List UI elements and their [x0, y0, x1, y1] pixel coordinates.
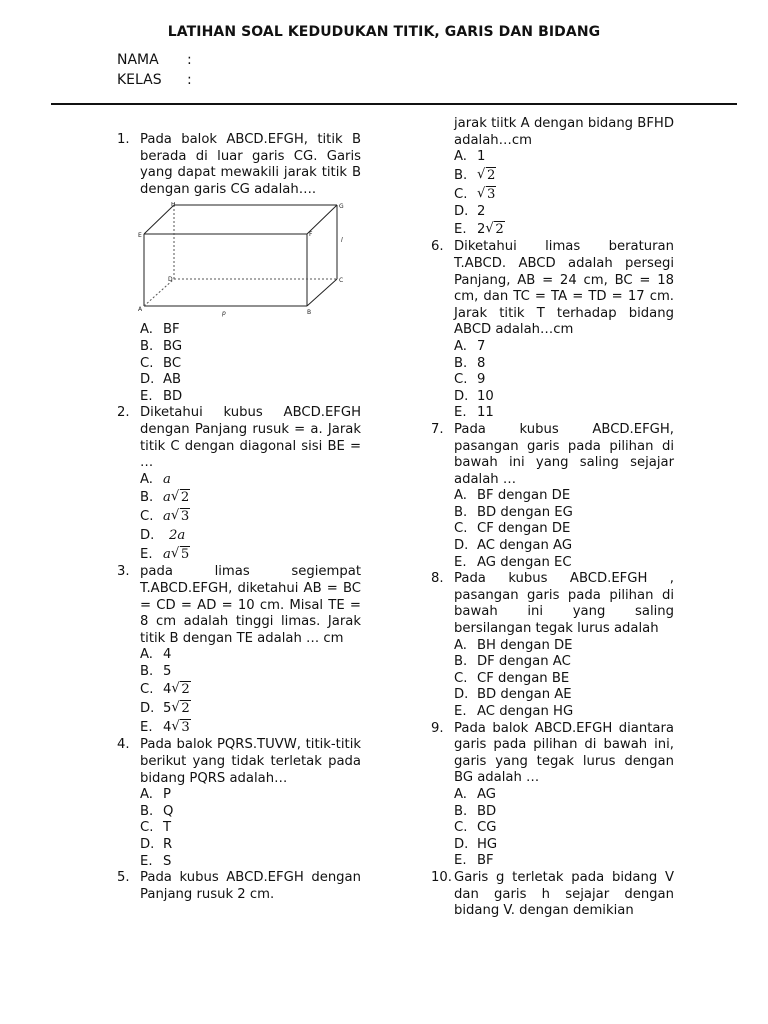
name-line	[117, 52, 192, 68]
sqrt-symbol: √ 2	[478, 166, 496, 185]
option-d[interactable]: D. R	[140, 837, 173, 853]
name-label: NAMA	[117, 52, 159, 68]
question-4	[117, 737, 361, 870]
question-number: 9.	[431, 720, 444, 736]
question-text: Pada kubus ABCD.EFGH dengan Panjang rusuk 2 cm.	[140, 870, 361, 902]
option-a[interactable]: A. BF dengan DE	[454, 488, 571, 504]
question-3	[117, 564, 361, 737]
length-label-p: p	[222, 310, 226, 318]
question-10	[431, 870, 674, 920]
sqrt-symbol: √ 5	[172, 545, 190, 564]
sqrt-symbol: √ 3	[172, 507, 190, 526]
option-d[interactable]: D. 5 √ 2	[140, 699, 361, 718]
class-label: KELAS	[117, 72, 162, 88]
question-number: 5.	[117, 870, 130, 886]
sqrt-symbol: √ 3	[172, 718, 190, 737]
question-text: Pada balok ABCD.EFGH diantara garis pada pilihan di bawah ini, garis yang tegak lurus dengan BG adalah …	[454, 720, 674, 786]
option-e[interactable]: E. BD	[140, 388, 183, 404]
option-c[interactable]: C. CF dengan DE	[454, 521, 571, 537]
vertex-label-b: B	[307, 309, 312, 317]
cuboid-diagram	[117, 202, 361, 320]
sqrt-symbol: √ 2	[172, 488, 190, 507]
option-a[interactable]: A. 4	[140, 647, 172, 663]
option-d[interactable]: D. 2a	[140, 528, 186, 544]
question-8	[431, 571, 674, 720]
width-label-l: l	[341, 237, 343, 245]
name-colon: :	[187, 52, 192, 68]
question-text: pada limas segiempat T.ABCD.EFGH, diketahui AB = BC = CD = AD = 10 cm. Misal TE = 8 cm adalah tinggi limas. Jarak titik B dengan TE adalah … cm	[140, 564, 361, 646]
option-d[interactable]: D. 2	[454, 203, 486, 219]
option-a[interactable]: A. BF	[140, 322, 180, 338]
option-b[interactable]: B. BG	[140, 338, 183, 354]
question-5	[117, 870, 361, 903]
option-c[interactable]: C. a √ 3	[140, 507, 361, 526]
sqrt-symbol: √ 2	[486, 220, 504, 239]
option-b[interactable]: B. DF dengan AC	[454, 654, 571, 670]
option-a[interactable]: A. BH dengan DE	[454, 637, 573, 653]
edge-fg	[307, 205, 337, 234]
option-a[interactable]: A. P	[140, 787, 171, 803]
question-text: Pada kubus ABCD.EFGH, pasangan garis pada pilihan di bawah ini yang saling sejajar adalah …	[454, 421, 674, 487]
question-number: 7.	[431, 421, 444, 437]
option-e[interactable]: E. 11	[454, 405, 494, 421]
option-c[interactable]: C. BC	[140, 355, 182, 371]
sqrt-symbol: √ 2	[172, 699, 190, 718]
option-b[interactable]: B. a √ 2	[140, 488, 361, 507]
option-d[interactable]: D. 10	[454, 388, 494, 404]
option-a[interactable]: A. 7	[454, 338, 486, 354]
question-text: Garis g terletak pada bidang V dan garis h sejajar dengan bidang V. dengan demikian	[454, 869, 674, 919]
sqrt-symbol: √ 3	[478, 185, 496, 204]
question-2	[117, 405, 361, 564]
option-b[interactable]: B. 8	[454, 355, 486, 371]
question-number: 8.	[431, 571, 444, 587]
option-b[interactable]: B. BD dengan EG	[454, 504, 573, 520]
question-number: 6.	[431, 239, 444, 255]
right-column	[431, 116, 674, 920]
question-text: Pada kubus ABCD.EFGH , pasangan garis pada pilihan di bawah ini yang saling bersilangan tegak lurus adalah	[454, 571, 674, 637]
option-b[interactable]: B. √ 2	[454, 166, 674, 185]
box-figure	[117, 202, 361, 320]
question-number: 3.	[117, 564, 130, 580]
option-d[interactable]: D. AB	[140, 372, 182, 388]
option-a[interactable]: A. AG	[454, 786, 497, 802]
question-5-continued	[431, 116, 674, 239]
edge-eh	[144, 205, 174, 234]
question-text: Pada balok PQRS.TUVW, titik-titik berikut yang tidak terletak pada bidang PQRS adalah…	[140, 737, 361, 786]
vertex-label-f: F	[309, 231, 313, 239]
option-c[interactable]: C. CF dengan BE	[454, 670, 570, 686]
option-e[interactable]: E. 2 √ 2	[454, 220, 674, 239]
option-d[interactable]: D. AC dengan AG	[454, 538, 573, 554]
question-text: Diketahui kubus ABCD.EFGH dengan Panjang rusuk = a. Jarak titik C dengan diagonal sisi BE = …	[140, 405, 361, 471]
option-a[interactable]: A. a	[140, 471, 171, 487]
option-d[interactable]: D. HG	[454, 836, 498, 852]
page-title: LATIHAN SOAL KEDUDUKAN TITIK, GARIS DAN BIDANG	[167, 24, 601, 40]
vertex-label-h: H	[171, 202, 176, 209]
option-c[interactable]: C. 4 √ 2	[140, 680, 361, 699]
option-d[interactable]: D. BD dengan AE	[454, 687, 572, 703]
vertex-label-d: D	[168, 276, 173, 284]
hidden-edge-ad	[144, 279, 174, 306]
option-c[interactable]: C. CG	[454, 820, 497, 836]
question-text: Pada balok ABCD.EFGH, titik B berada di luar garis CG. Garis yang dapat mewakili jarak titik B dengan garis CG adalah….	[140, 132, 361, 197]
class-colon: :	[187, 72, 192, 88]
option-c[interactable]: C. 9	[454, 372, 486, 388]
option-e[interactable]: E. AG dengan EC	[454, 554, 572, 570]
option-e[interactable]: E. a √ 5	[140, 545, 361, 564]
vertex-label-c: C	[339, 277, 344, 285]
option-b[interactable]: B. 5	[140, 663, 172, 679]
question-7	[431, 422, 674, 571]
option-a[interactable]: A. 1	[454, 149, 486, 165]
option-e[interactable]: E. BF	[454, 853, 494, 869]
question-text: Diketahui limas beraturan T.ABCD. ABCD adalah persegi Panjang, AB = 24 cm, BC = 18 cm, dan TC = TA = TD = 17 cm. Jarak titik T terhadap bidang ABCD adalah…cm	[454, 239, 674, 338]
sqrt-symbol: √ 2	[172, 680, 190, 699]
option-c[interactable]: C. T	[140, 820, 172, 836]
option-c[interactable]: C. √ 3	[454, 185, 674, 204]
question-text: jarak tiitk A dengan bidang BFHD adalah…cm	[454, 116, 674, 148]
question-number: 2.	[117, 405, 130, 421]
header-divider	[51, 103, 737, 105]
vertex-label-a: A	[138, 306, 143, 314]
left-column	[117, 132, 361, 903]
question-number: 10.	[431, 869, 452, 885]
vertex-label-e: E	[138, 232, 142, 240]
question-9	[431, 721, 674, 870]
question-6	[431, 239, 674, 422]
option-e[interactable]: E. 4 √ 3	[140, 718, 361, 737]
option-b[interactable]: B. Q	[140, 803, 174, 819]
vertex-label-g: G	[339, 203, 344, 211]
edge-bc	[307, 279, 337, 306]
class-line	[117, 72, 192, 88]
question-number: 4.	[117, 737, 130, 753]
option-b[interactable]: B. BD	[454, 803, 497, 819]
question-number: 1.	[117, 132, 130, 147]
option-e[interactable]: E. AC dengan HG	[454, 704, 574, 719]
option-e[interactable]: E. S	[140, 853, 172, 869]
question-1	[117, 132, 361, 405]
